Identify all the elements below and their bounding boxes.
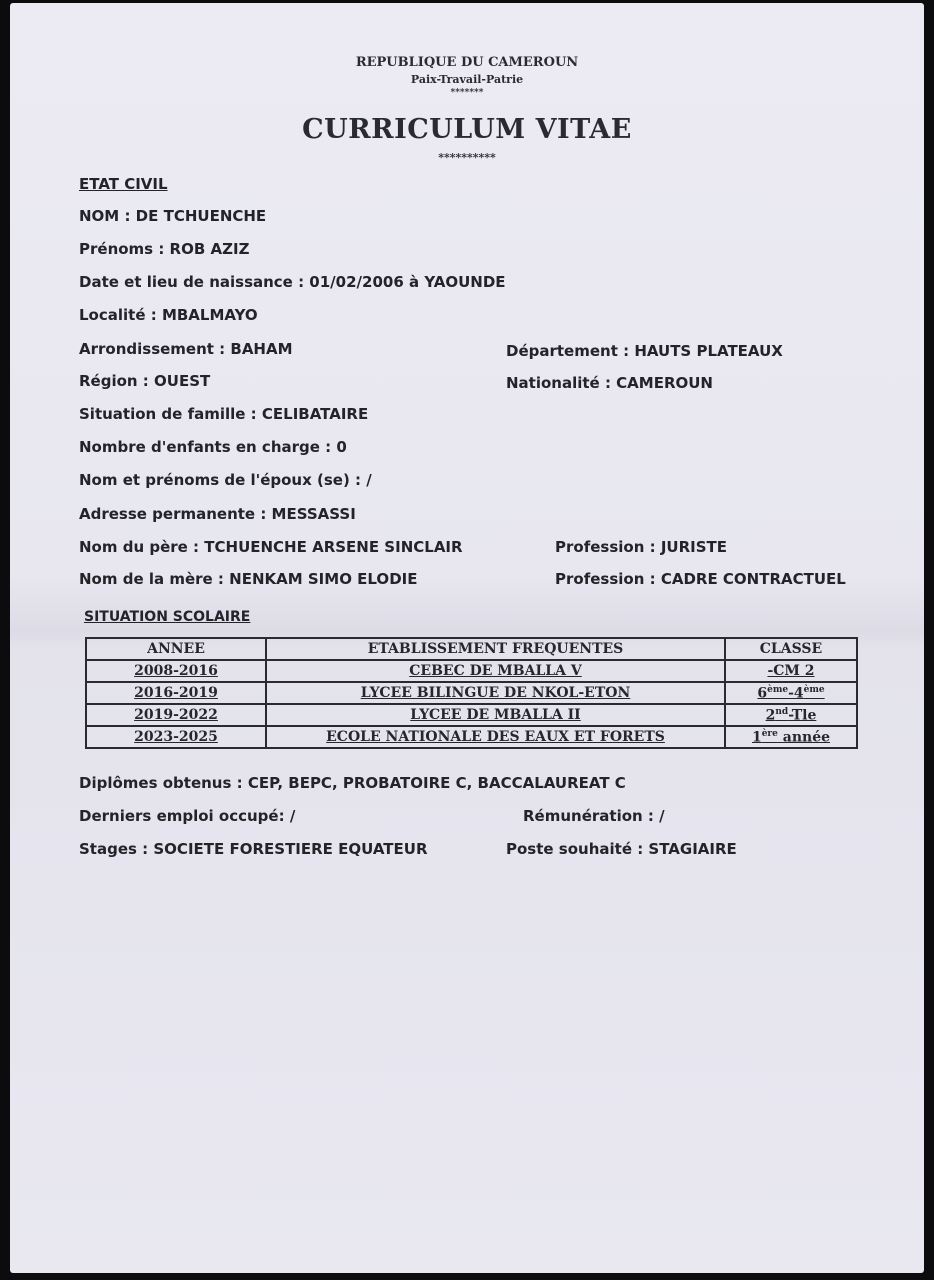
title-stars: ********** — [438, 151, 496, 164]
motto-stars: ******* — [450, 88, 484, 98]
annee-cell: 2016-2019 — [86, 682, 266, 704]
table-row — [86, 704, 857, 726]
classe-cell: 2nd-Tle — [725, 704, 857, 726]
enfants-field: Nombre d'enfants en charge : 0 — [79, 438, 347, 456]
table-header-row — [86, 638, 857, 660]
school-table — [85, 637, 858, 749]
etablissement-cell: ECOLE NATIONALE DES EAUX ET FORETS — [266, 726, 725, 748]
republic-heading: REPUBLIQUE DU CAMEROUN — [355, 55, 579, 70]
etablissement-cell: CEBEC DE MBALLA V — [266, 660, 725, 682]
etablissement-cell: LYCEE DE MBALLA II — [266, 704, 725, 726]
departement-field: Département : HAUTS PLATEAUX — [506, 342, 783, 360]
adresse-field: Adresse permanente : MESSASSI — [79, 505, 356, 523]
region-field: Région : OUEST — [79, 372, 211, 390]
classe-cell: -CM 2 — [725, 660, 857, 682]
localite-field: Localité : MBALMAYO — [79, 306, 258, 324]
classe-cell: 6ème-4ème — [725, 682, 857, 704]
classe-cell: 1ère année — [725, 726, 857, 748]
stages-field: Stages : SOCIETE FORESTIERE EQUATEUR — [79, 840, 428, 858]
nom-field: NOM : DE TCHUENCHE — [79, 207, 267, 225]
column-header-annee: ANNEE — [86, 638, 266, 660]
remuneration-field: Rémunération : / — [523, 807, 665, 825]
column-header-etablissement: ETABLISSEMENT FREQUENTES — [266, 638, 725, 660]
situation-scolaire-heading: SITUATION SCOLAIRE — [84, 609, 251, 625]
annee-cell: 2008-2016 — [86, 660, 266, 682]
annee-cell: 2019-2022 — [86, 704, 266, 726]
poste-field: Poste souhaité : STAGIAIRE — [506, 840, 737, 858]
nationalite-field: Nationalité : CAMEROUN — [506, 374, 713, 392]
table-row — [86, 660, 857, 682]
pere-field: Nom du père : TCHUENCHE ARSENE SINCLAIR — [79, 538, 463, 556]
diplomes-field: Diplômes obtenus : CEP, BEPC, PROBATOIRE C, BACCALAUREAT C — [79, 774, 626, 792]
table-row — [86, 682, 857, 704]
mere-field: Nom de la mère : NENKAM SIMO ELODIE — [79, 570, 418, 588]
birth-field: Date et lieu de naissance : 01/02/2006 à YAOUNDE — [79, 273, 506, 291]
etablissement-cell: LYCEE BILINGUE DE NKOL-ETON — [266, 682, 725, 704]
situation-famille-field: Situation de famille : CELIBATAIRE — [79, 405, 369, 423]
motto: Paix-Travail-Patrie — [410, 73, 524, 86]
profession-pere-field: Profession : JURISTE — [555, 538, 727, 556]
document-title: CURRICULUM VITAE — [302, 114, 632, 145]
profession-mere-field: Profession : CADRE CONTRACTUEL — [555, 570, 846, 588]
arrondissement-field: Arrondissement : BAHAM — [79, 340, 293, 358]
etat-civil-heading: ETAT CIVIL — [79, 175, 168, 193]
column-header-classe: CLASSE — [725, 638, 857, 660]
prenoms-field: Prénoms : ROB AZIZ — [79, 240, 250, 258]
annee-cell: 2023-2025 — [86, 726, 266, 748]
emploi-field: Derniers emploi occupé: / — [79, 807, 296, 825]
epoux-field: Nom et prénoms de l'époux (se) : / — [79, 471, 372, 489]
table-row — [86, 726, 857, 748]
